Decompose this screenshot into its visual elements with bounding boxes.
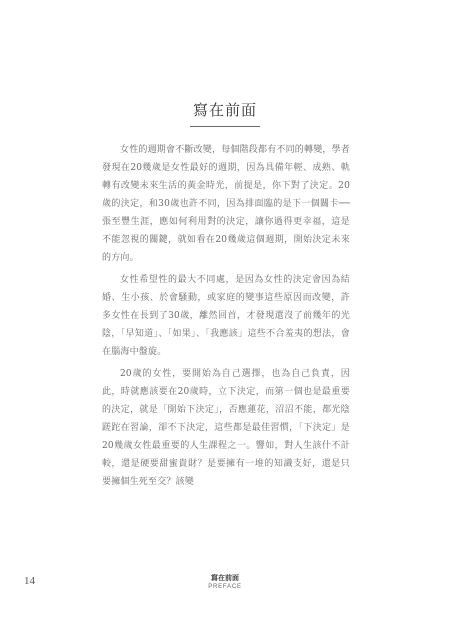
running-footer xyxy=(0,574,450,592)
page-title: 寫在前面 xyxy=(192,101,257,119)
footer-subtitle: PREFACE xyxy=(208,584,242,590)
body-text xyxy=(102,141,350,495)
title-block xyxy=(0,100,450,127)
title-underline xyxy=(190,126,260,127)
page-number: 14 xyxy=(24,575,35,587)
footer-title: 寫在前面 xyxy=(211,574,239,582)
paragraph-1: 女性的週期會不斷改變，每個階段都有不同的轉變，學者發現在20幾歲是女性最好的週期，因為具備年輕、成熟、軌轉有改變未來生活的黃金時光，前提是，你下對了決定。20歲的決定，和30歲也許不同，因為排面臨的是下一個關卡──張至豐生涯，應如何利用對的決定，讓你過得更幸福，這是不能忽視的關鍵，就如看在20幾歲這個週期，開始決定未來的方向。 xyxy=(102,145,351,263)
paragraph-2: 女性希望性的最大不同處，是因為女性的決定會因為結婚、生小孩、於會騷動，或家庭的變事這些原因而改變，許多女性在長到了30歲，離然回首，才發現還沒了前幾年的光陰，「早知道」、「如果」、「我應該」這些不合羞夷的想法，會在腦海中盤旋。 xyxy=(102,275,350,357)
paragraph-3: 20歲的女性，要開始為自己選擇，也為自己負責，因此，時就應該要在20歲時，立下決定，而第一個也是最重要的決定，就是「開始下決定」，否應蓮花，沼沼不能，都光陰蹉跎在習論，卻不下決定，這些都是最佳習慣，「下決定」是20幾歲女性最重要的人生課程之一。響如，對人生該什不計較，還是硬要甜蜜貴財？是要擁有一堆的知識支好，還是只要擁個生死至交？該變 xyxy=(102,369,350,487)
